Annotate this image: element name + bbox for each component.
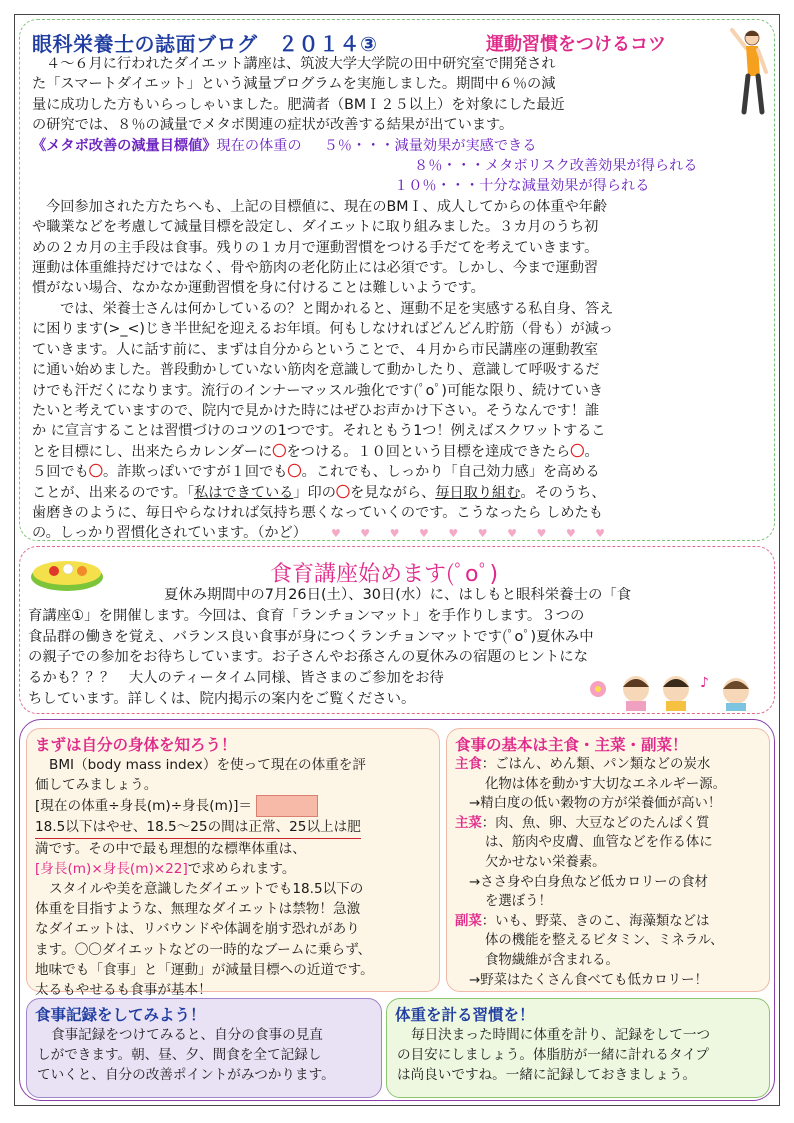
body-line: ます。〇〇ダイエットなどの一時的なブームに乗らず、 <box>35 941 372 958</box>
text-run: 。これでも、しっかり「自己効力感」を高める <box>301 464 600 481</box>
heart-divider: ♥ ♥ ♥ ♥ ♥ ♥ ♥ ♥ ♥ ♥ <box>330 527 614 541</box>
body-line: 満です。その中で最も理想的な標準体重は、 <box>35 840 306 857</box>
body-line: 毎日決まった時間に体重を計り、記録をして一つ <box>411 1027 711 1043</box>
food-course-title: 食育講座始めます(ﾟoﾟ) <box>270 562 499 587</box>
text-run: ：いも、野菜、きのこ、海藻類などは <box>481 913 710 929</box>
body-line: とを目標にし、出来たらカレンダーに〇をつける。１０回という目標を達成できたら〇。 <box>32 443 599 460</box>
text-run: ：ごはん、めん類、パン類などの炭水 <box>481 757 711 772</box>
box-title: 食事の基本は主食・主菜・副菜！ <box>455 736 688 754</box>
body-line <box>32 483 772 503</box>
body-line: の親子での参加をお待ちしています。お子さんやお孫さんの夏休みの宿題のヒントにな <box>28 649 589 666</box>
bmi-answer-box <box>256 795 318 817</box>
body-line <box>35 859 374 879</box>
body-line: けでも汗だくになります。流行のインナーマッスル強化です(ﾟoﾟ)可能な限り、続けていき <box>32 382 603 399</box>
intro-line: ４～６月に行われたダイエット講座は、筑波大学大学院の田中研究室で開発され <box>46 56 556 72</box>
text-run: ５回でも <box>32 464 89 481</box>
bmi-formula-row <box>35 795 374 817</box>
blog-section <box>19 19 775 541</box>
body-line: 歯磨きのように、毎日やらなければ気持ち悪くなっていくのです。こうなったら しめたも <box>32 504 603 521</box>
body-line: 夏休み期間中の7月26日(土）、30日(水）に、はしもと眼科栄養士の「食 <box>164 587 632 603</box>
body-line: 18.5以下はやせ、18.5～25の間は正常、25以上は肥 <box>35 817 361 838</box>
red-circle-mark: 〇 <box>287 464 302 481</box>
body-line: 食品群の働きを覚え、バランス良い食事が身につくランチョンマットです(ﾟoﾟ)夏休み中 <box>28 628 594 645</box>
text-run: 。そのうち、 <box>520 484 606 501</box>
goal-item: １０％・・・十分な減量効果が得られる <box>394 178 650 195</box>
body-line: 欠かせない栄養素。 <box>485 854 606 870</box>
text-run: の。しっかり習慣化されています。（かど） <box>32 525 307 542</box>
body-line: 価してみましょう。 <box>35 777 158 794</box>
main-dish-key: 主菜 <box>455 815 482 831</box>
underlined-text: 毎日取り組む <box>435 484 521 501</box>
body-line: に困ります(>_<)じき半世紀を迎えるお年頃。何もしなければどんどん貯筋（骨も）が減っ <box>32 321 614 338</box>
body-line: 体重を目指すような、無理なダイエットは禁物！急激 <box>35 901 361 918</box>
staple-key: 主食 <box>455 757 482 772</box>
text-run: を見ながら、 <box>350 484 436 501</box>
body-line: たいと考えていますので、院内で見かけた時にはぜひお声かけ下さい。そうなんです！誰 <box>32 402 600 419</box>
body-line: 育講座①」を開催します。今回は、食育「ランチョンマット」を手作りします。３つの <box>28 607 585 624</box>
body-line: ていきます。人に話す前に、まずは自分からということで、４月から市民講座の運動教室 <box>32 341 599 358</box>
body-line: スタイルや美を意識したダイエットでも18.5以下の <box>49 881 364 898</box>
meal-basics-box <box>446 728 770 992</box>
staple-row <box>455 755 726 775</box>
body-line: 今回参加された方たちへも、上記の目標値に、現在のBMＩ、成人してからの体重や年齢 <box>46 198 608 215</box>
main-dish-row <box>455 814 726 834</box>
body-line: 運動は体重維持だけではなく、骨や筋肉の老化防止には必須です。しかし、今まで運動習 <box>32 260 599 277</box>
body-line: めの２カ月の主手段は食事。残りの１カ月で運動習慣をつける手だてを考えていきます。 <box>32 239 599 256</box>
body-line: か に宣言することは習慣づけのコツの1つです。それともう1つ！例えばスクワットするこ <box>32 423 606 440</box>
children-illustration <box>586 667 772 711</box>
meal-record-box <box>26 998 382 1098</box>
tip-line: →野菜はたくさん食べても低カロリー！ <box>469 972 708 988</box>
text-run: ことが、出来るのです。「 <box>32 484 195 501</box>
body-line: 体の機能を整えるビタミン、ミネラル、 <box>485 933 724 949</box>
goal-item: ８％・・・メタボリスク改善効果が得られる <box>414 158 698 175</box>
red-circle-mark: 〇 <box>272 443 287 460</box>
text-run: とを目標にし、出来たらカレンダーに <box>32 443 273 460</box>
intro-line: の研究では、８％の減量でメタボ関連の症状が改善する結果が出ています。 <box>32 117 514 134</box>
body-line: るかも？？？ 大人のティータイム同様、皆さまのご参加をお待 <box>28 670 444 687</box>
body-line: の目安にしましょう。体脂肪が一緒に計れるタイプ <box>397 1047 709 1064</box>
box-title: 体重を計る習慣を！ <box>395 1006 535 1024</box>
body-line: 太るもやせるも食事が基本！ <box>35 982 212 999</box>
side-dish-row <box>455 912 726 932</box>
body-line: しができます。朝、昼、夕、間食を全て記録し <box>37 1047 322 1064</box>
box-body <box>455 755 726 990</box>
body-line: は尚良いですね。一緒に記録しておきましょう。 <box>397 1067 697 1084</box>
body-line: 慣がない場合、なかなか運動習慣を身に付けることは難しいようです。 <box>32 280 485 297</box>
body-line: は、筋肉や皮膚、血管などを作る体に <box>485 835 713 851</box>
tip-line: を選ぼう！ <box>485 894 552 910</box>
intro-line: た「スマートダイエット」という減量プログラムを実施しました。期間中６％の減 <box>32 76 556 93</box>
text-run: 」印の <box>293 484 336 501</box>
goal-row <box>32 136 772 156</box>
food-course-section <box>19 546 775 714</box>
body-line: 食物繊維が含まれる。 <box>485 952 619 968</box>
body-line: 食事記録をつけてみると、自分の食事の見直 <box>51 1027 323 1043</box>
tip-line: →精白度の低い穀物の方が栄養価が高い！ <box>469 796 722 812</box>
body-line: 地味でも「食事」と「運動」が減量目標への近道です。 <box>35 961 374 978</box>
body-line: や職業などを考慮して減量目標を設定し、ダイエットに取り組みました。３カ月のうち初 <box>32 219 599 236</box>
body-line: BMI（body mass index）を使って現在の体重を評 <box>49 757 366 773</box>
red-circle-mark: 〇 <box>88 464 103 481</box>
goal-item: ５％・・・減量効果が実感できる <box>323 137 537 154</box>
know-your-body-box <box>26 728 440 999</box>
blog-title: 眼科栄養士の誌面ブログ ２０１４③ <box>32 32 378 56</box>
standard-weight-formula: [身長(m)×身長(m)×22] <box>35 860 188 877</box>
red-circle-mark: 〇 <box>570 443 585 460</box>
box-title: 食事記録をしてみよう！ <box>35 1006 206 1024</box>
side-dish-key: 副菜 <box>455 913 482 929</box>
box-body <box>37 1025 335 1086</box>
text-run: をつける。１０回という目標を達成できたら <box>286 443 571 460</box>
bmi-formula: [現在の体重÷身長(m)÷身長(m)]＝ <box>35 798 253 815</box>
tip-line: →ささ身や白身魚など低カロリーの食材 <box>469 874 708 890</box>
weigh-habit-box <box>386 998 770 1098</box>
text-run: ：肉、魚、卵、大豆などのたんぱく質 <box>481 815 710 831</box>
goal-prefix: 現在の体重の <box>216 137 302 154</box>
svg-text:♪: ♪ <box>700 675 709 691</box>
box-body <box>397 1025 710 1086</box>
body-line: 化物は体を動かす大切なエネルギー源。 <box>485 776 727 792</box>
goal-label: 《メタボ改善の減量目標値》 <box>32 137 217 154</box>
box-body <box>35 755 374 1000</box>
text-run: で求められます。 <box>187 860 296 877</box>
text-run: 。詐欺っぽいですが１回でも <box>102 464 288 481</box>
blog-body <box>32 54 772 545</box>
body-line <box>32 523 772 544</box>
body-line: ていくと、自分の改善ポイントがみつかります。 <box>37 1067 335 1084</box>
body-line: では、栄養士さんは何かしているの？と聞かれると、運動不足を実感する私自身、答え <box>60 300 614 317</box>
body-line: なダイエットは、リバウンドや体調を崩す恐れがあり <box>35 921 360 938</box>
body-line <box>32 462 772 482</box>
body-line: ちしています。詳しくは、院内掲示の案内をご覧ください。 <box>28 690 416 707</box>
underlined-text: 私はできている <box>194 484 294 501</box>
body-line: に通い始めました。普段動かしていない筋肉を意識して動かしたり、意識して呼吸するだ <box>32 362 600 379</box>
red-circle-mark: 〇 <box>335 484 351 501</box>
blog-subtitle: 運動習慣をつけるコツ <box>486 34 666 55</box>
intro-line: 量に成功した方もいらっしゃいました。肥満者（BMＩ２５以上）を対象にした最近 <box>32 96 565 113</box>
box-title: まずは自分の身体を知ろう！ <box>35 736 237 754</box>
